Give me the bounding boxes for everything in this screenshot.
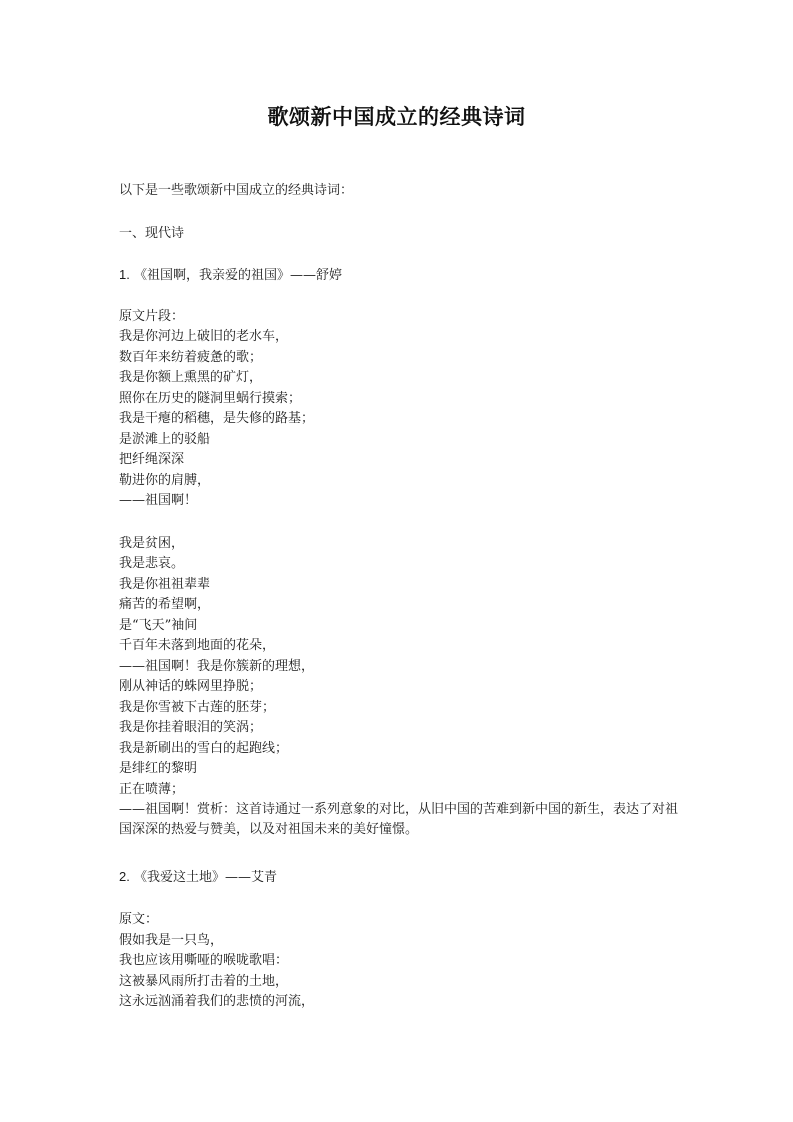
poem-line: 勒进你的肩膊， (119, 473, 211, 488)
poem-1-title: 《祖国啊，我亲爱的祖国》——舒婷 (133, 268, 342, 283)
poem-line: 照你在历史的隧洞里蜗行摸索； (119, 391, 302, 406)
section-heading: 一、现代诗 (119, 226, 185, 241)
intro-paragraph: 以下是一些歌颂新中国成立的经典诗词： (119, 183, 354, 198)
poem-line: 是淤滩上的驳船 (119, 432, 211, 447)
poem-2-number: 2. (119, 869, 130, 884)
document-title: 歌颂新中国成立的经典诗词 (267, 105, 526, 129)
poem-line: 痛苦的希望啊， (119, 597, 211, 612)
poem-line: 是绯红的黎明 (119, 761, 198, 776)
poem-line: 我是你额上熏黑的矿灯， (119, 370, 263, 385)
poem-line: 我是你挂着眼泪的笑涡； (119, 720, 263, 735)
poem-line: 千百年未落到地面的花朵， (119, 638, 276, 653)
poem-1-number: 1. (119, 267, 130, 282)
poem-line: 数百年来纺着疲惫的歌； (119, 350, 263, 365)
poem-line: 我是你雪被下古莲的胚芽； (119, 700, 276, 715)
poem-1-analysis: ——祖国啊！赏析：这首诗通过一系列意象的对比，从旧中国的苦难到新中国的新生，表达了对祖国深深的热爱与赞美，以及对祖国未来的美好憧憬。 (119, 802, 679, 837)
poem-line: 假如我是一只鸟， (119, 933, 224, 948)
poem-2-excerpt-label: 原文： (119, 912, 159, 927)
poem-line: 刚从神话的蛛网里挣脱； (119, 679, 263, 694)
poem-line: 我是干瘪的稻穗，是失修的路基； (119, 411, 315, 426)
poem-2-heading (119, 867, 277, 888)
poem-line: 我是你河边上破旧的老水车， (119, 329, 289, 344)
poem-line: ——祖国啊！ (119, 493, 198, 508)
poem-line: 这永远汹涌着我们的悲愤的河流， (119, 994, 315, 1009)
poem-2-title: 《我爱这土地》——艾青 (133, 870, 277, 885)
poem-line: 我是新刷出的雪白的起跑线； (119, 741, 289, 756)
poem-line: 这被暴风雨所打击着的土地， (119, 974, 289, 989)
poem-line: 是“飞天”袖间 (119, 618, 198, 633)
poem-line: 正在喷薄； (119, 782, 185, 797)
poem-line: 我是贫困， (119, 536, 185, 551)
poem-line: ——祖国啊！我是你簇新的理想， (119, 659, 315, 674)
poem-line: 我也应该用嘶哑的喉咙歌唱： (119, 953, 289, 968)
poem-line: 我是你祖祖辈辈 (119, 577, 211, 592)
poem-line: 把纤绳深深 (119, 452, 185, 467)
poem-line: 我是悲哀。 (119, 556, 185, 571)
poem-1-excerpt-label: 原文片段： (119, 309, 185, 324)
poem-1-heading (119, 265, 342, 286)
